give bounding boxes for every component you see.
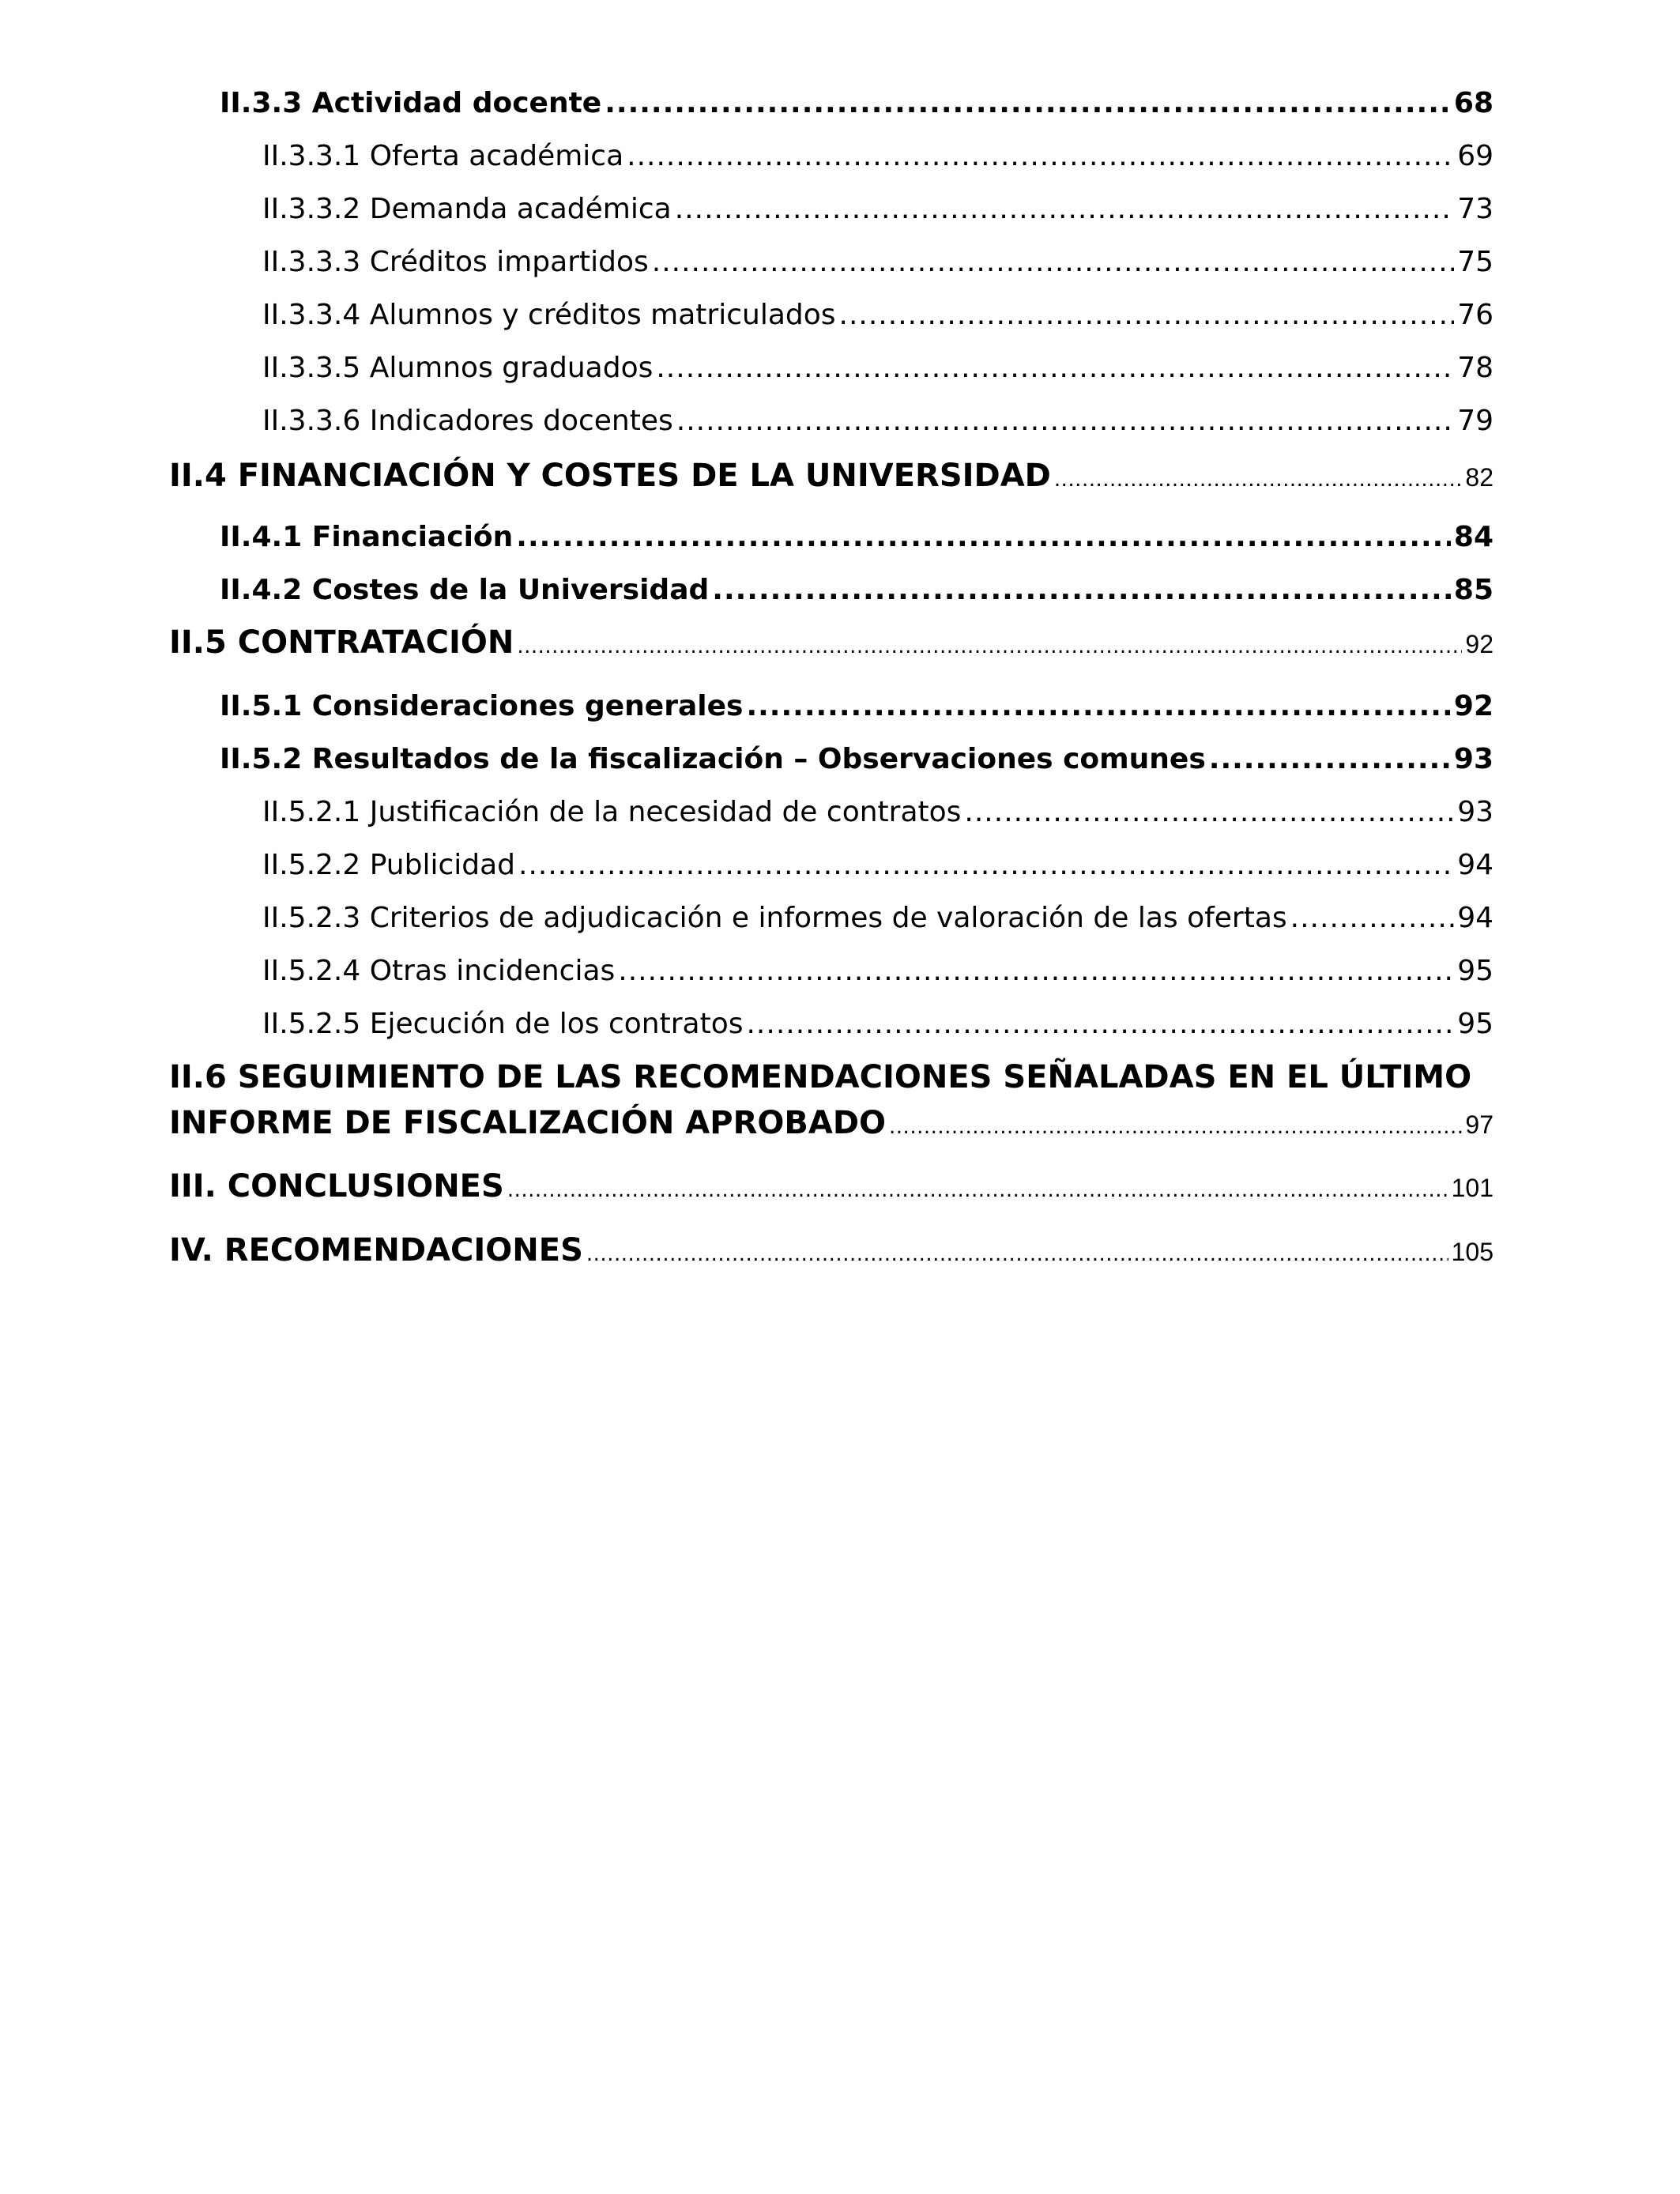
toc-dot-leader <box>889 1115 1462 1139</box>
toc-entry-ii-5-2-2[interactable] <box>262 849 1494 881</box>
toc-dot-leader <box>517 635 1462 658</box>
toc-entry-ii-5-2-1[interactable] <box>262 796 1494 828</box>
toc-dot-leader <box>627 140 1454 172</box>
toc-dot-leader <box>652 246 1454 278</box>
toc-entry-title: II.3.3.5 Alumnos graduados <box>262 352 654 384</box>
toc-dot-leader <box>516 521 1451 553</box>
toc-dot-leader <box>964 796 1454 828</box>
toc-entry-ii-3-3-4[interactable] <box>262 299 1494 331</box>
toc-page-number: 82 <box>1465 463 1494 492</box>
toc-entry-title: II.4.1 Financiación <box>220 521 514 553</box>
toc-page-number: 93 <box>1457 796 1494 828</box>
toc-entry-ii-6[interactable] <box>169 1105 1494 1141</box>
toc-page-number: 92 <box>1453 690 1494 722</box>
toc-page-number: 84 <box>1453 521 1494 553</box>
toc-entry-title: II.5.2.3 Criterios de adjudicación e informes de valoración de las ofertas <box>262 902 1287 934</box>
toc-entry-iii[interactable] <box>169 1168 1494 1204</box>
toc-entry-ii-5-1[interactable] <box>220 690 1494 722</box>
toc-entry-title: III. CONCLUSIONES <box>169 1168 504 1204</box>
toc-page-number: 79 <box>1457 405 1494 437</box>
toc-page-number: 73 <box>1457 193 1494 225</box>
toc-dot-leader <box>676 405 1454 437</box>
toc-page-number: 105 <box>1451 1238 1494 1266</box>
toc-entry-ii-3-3-3[interactable] <box>262 246 1494 278</box>
toc-page-number: 93 <box>1453 743 1494 775</box>
toc-entry-title: IV. RECOMENDACIONES <box>169 1232 583 1269</box>
toc-dot-leader <box>605 87 1451 119</box>
toc-entry-ii-5-2-4[interactable] <box>262 955 1494 987</box>
toc-page-number: 101 <box>1451 1174 1494 1202</box>
toc-dot-leader <box>618 955 1454 987</box>
toc-entry-ii-4-1[interactable] <box>220 521 1494 553</box>
toc-page-number: 94 <box>1457 902 1494 934</box>
toc-entry-title: II.5.2 Resultados de la fiscalización – Observaciones comunes <box>220 743 1206 775</box>
toc-entry-ii-4-2[interactable] <box>220 574 1494 606</box>
toc-entry-title: II.5.2.1 Justificación de la necesidad de contratos <box>262 796 962 828</box>
toc-entry-title: II.5.2.5 Ejecución de los contratos <box>262 1008 744 1040</box>
toc-page-number: 92 <box>1465 630 1494 658</box>
toc-entry-ii-5-2[interactable] <box>220 743 1494 775</box>
toc-dot-leader <box>656 352 1454 384</box>
toc-page-number: 69 <box>1457 140 1494 172</box>
toc-page-number: 68 <box>1453 87 1494 119</box>
toc-page-number: 95 <box>1457 1008 1494 1040</box>
toc-entry-ii-5[interactable] <box>169 624 1494 661</box>
toc-dot-leader <box>839 299 1455 331</box>
toc-entry-ii-3-3-1[interactable] <box>262 140 1494 172</box>
toc-entry-iv[interactable] <box>169 1232 1494 1269</box>
toc-page-number: 94 <box>1457 849 1494 881</box>
toc-page-number: 76 <box>1457 299 1494 331</box>
toc-dot-leader <box>712 574 1451 606</box>
toc-entry-ii-4[interactable] <box>169 458 1494 494</box>
toc-entry-ii-5-2-5[interactable] <box>262 1008 1494 1040</box>
toc-entry-title: II.5.2.4 Otras incidencias <box>262 955 616 987</box>
toc-entry-title: II.3.3 Actividad docente <box>220 87 602 119</box>
toc-entry-title: II.5.1 Consideraciones generales <box>220 690 744 722</box>
toc-entry-title: II.5 CONTRATACIÓN <box>169 624 514 661</box>
toc-entry-title: II.3.3.3 Créditos impartidos <box>262 246 649 278</box>
toc-entry-title: II.3.3.2 Demanda académica <box>262 193 672 225</box>
toc-page-number: 78 <box>1457 352 1494 384</box>
toc-page-number: 75 <box>1457 246 1494 278</box>
toc-dot-leader <box>507 1178 1448 1202</box>
toc-dot-leader <box>1054 468 1463 492</box>
toc-dot-leader <box>586 1242 1448 1266</box>
toc-entry-title: II.4 FINANCIACIÓN Y COSTES DE LA UNIVERSIDAD <box>169 458 1051 494</box>
toc-page-number: 97 <box>1465 1110 1494 1139</box>
toc-entry-title: II.4.2 Costes de la Universidad <box>220 574 710 606</box>
toc-dot-leader <box>1209 743 1451 775</box>
toc-dot-leader <box>1290 902 1455 934</box>
toc-entry-ii-3-3-2[interactable] <box>262 193 1494 225</box>
toc-entry-ii-3-3[interactable] <box>220 87 1494 119</box>
toc-entry-ii-5-2-3[interactable] <box>262 902 1494 934</box>
toc-entry-ii-3-3-5[interactable] <box>262 352 1494 384</box>
toc-entry-ii-6-line1[interactable]: II.6 SEGUIMIENTO DE LAS RECOMENDACIONES SEÑALADAS EN EL ÚLTIMO <box>169 1059 1472 1095</box>
toc-page-number: 95 <box>1457 955 1494 987</box>
toc-dot-leader <box>746 1008 1454 1040</box>
toc-dot-leader <box>518 849 1454 881</box>
toc-entry-title: II.3.3.6 Indicadores docentes <box>262 405 673 437</box>
toc-dot-leader <box>675 193 1454 225</box>
toc-page-number: 85 <box>1453 574 1494 606</box>
toc-entry-title: II.3.3.4 Alumnos y créditos matriculados <box>262 299 836 331</box>
toc-entry-ii-3-3-6[interactable] <box>262 405 1494 437</box>
toc-entry-title: INFORME DE FISCALIZACIÓN APROBADO <box>169 1105 887 1141</box>
toc-entry-title: II.3.3.1 Oferta académica <box>262 140 624 172</box>
toc-entry-title: II.5.2.2 Publicidad <box>262 849 516 881</box>
toc-dot-leader <box>746 690 1450 722</box>
